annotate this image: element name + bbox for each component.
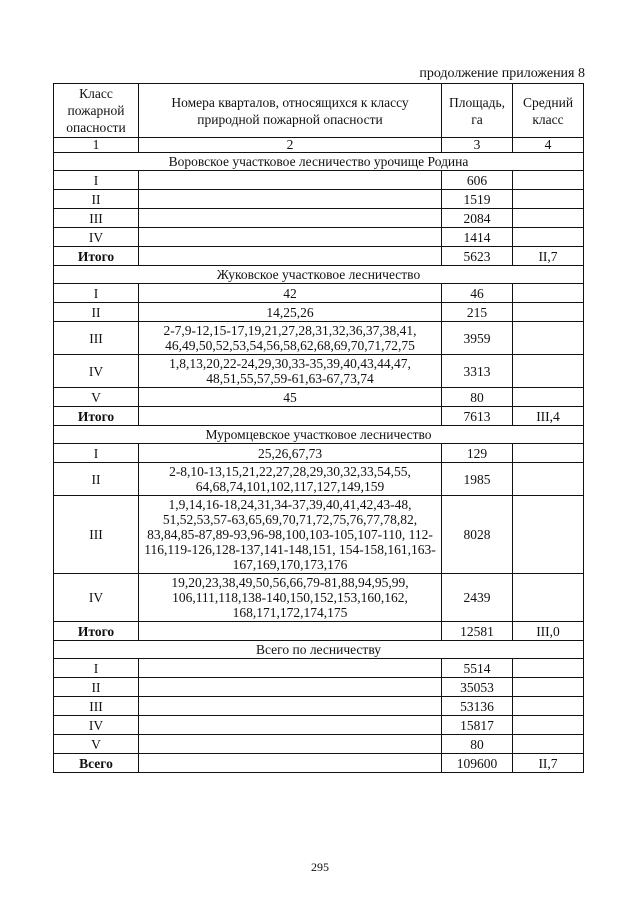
cell-area: 7613 [442, 407, 513, 426]
cell-area: 8028 [442, 496, 513, 574]
cell-average-class [513, 659, 584, 678]
page-number: 295 [311, 860, 329, 874]
cell-class: IV [54, 574, 139, 622]
cell-average-class [513, 574, 584, 622]
cell-quarters [139, 247, 442, 266]
table-row [54, 303, 584, 322]
cell-area: 35053 [442, 678, 513, 697]
table-row [54, 190, 584, 209]
cell-average-class [513, 444, 584, 463]
cell-class: III [54, 209, 139, 228]
cell-class: Итого [54, 407, 139, 426]
section-title: Муромцевское участковое лесничество [54, 426, 584, 444]
cell-class: I [54, 659, 139, 678]
section-title-row [54, 426, 584, 444]
table-body [54, 153, 584, 773]
table-row [54, 716, 584, 735]
cell-class: II [54, 303, 139, 322]
cell-average-class [513, 697, 584, 716]
total-row [54, 622, 584, 641]
section-title: Воровское участковое лесничество урочище Родина [54, 153, 584, 171]
table-row [54, 284, 584, 303]
cell-average-class [513, 190, 584, 209]
cell-quarters [139, 659, 442, 678]
header-class: Класс пожарной опасности [54, 84, 139, 138]
cell-quarters: 2-8,10-13,15,21,22,27,28,29,30,32,33,54,55, 64,68,74,101,102,117,127,149,159 [139, 463, 442, 496]
cell-average-class: III,0 [513, 622, 584, 641]
cell-area: 5623 [442, 247, 513, 266]
table-row [54, 659, 584, 678]
table-row [54, 171, 584, 190]
cell-class: IV [54, 228, 139, 247]
table-row [54, 574, 584, 622]
cell-area: 2084 [442, 209, 513, 228]
table-row [54, 209, 584, 228]
table-row [54, 678, 584, 697]
column-number: 2 [139, 138, 442, 153]
cell-area: 2439 [442, 574, 513, 622]
cell-average-class [513, 716, 584, 735]
appendix-continuation-note: продолжение приложения 8 [419, 66, 585, 81]
cell-area: 1985 [442, 463, 513, 496]
cell-class: V [54, 388, 139, 407]
table-row [54, 322, 584, 355]
cell-area: 80 [442, 735, 513, 754]
cell-average-class [513, 303, 584, 322]
cell-class: Итого [54, 247, 139, 266]
cell-class: I [54, 171, 139, 190]
cell-quarters: 14,25,26 [139, 303, 442, 322]
cell-average-class [513, 171, 584, 190]
total-row [54, 407, 584, 426]
table-row [54, 735, 584, 754]
cell-class: IV [54, 716, 139, 735]
table-row [54, 355, 584, 388]
cell-class: III [54, 697, 139, 716]
cell-quarters [139, 407, 442, 426]
cell-quarters [139, 678, 442, 697]
fire-danger-table [53, 83, 584, 773]
section-title-row [54, 641, 584, 659]
cell-class: Итого [54, 622, 139, 641]
cell-quarters: 42 [139, 284, 442, 303]
cell-class: II [54, 463, 139, 496]
cell-area: 80 [442, 388, 513, 407]
cell-average-class [513, 388, 584, 407]
fire-danger-table-container [53, 83, 583, 773]
cell-quarters [139, 716, 442, 735]
cell-area: 46 [442, 284, 513, 303]
cell-class: II [54, 678, 139, 697]
cell-area: 53136 [442, 697, 513, 716]
cell-quarters: 45 [139, 388, 442, 407]
cell-area: 5514 [442, 659, 513, 678]
cell-class: IV [54, 355, 139, 388]
cell-average-class [513, 496, 584, 574]
cell-class: Всего [54, 754, 139, 773]
column-number: 1 [54, 138, 139, 153]
section-title-row [54, 266, 584, 284]
table-row [54, 444, 584, 463]
cell-average-class: II,7 [513, 247, 584, 266]
cell-average-class [513, 322, 584, 355]
table-row [54, 463, 584, 496]
column-number-row [54, 138, 584, 153]
cell-area: 3313 [442, 355, 513, 388]
cell-average-class: III,4 [513, 407, 584, 426]
cell-area: 215 [442, 303, 513, 322]
column-number: 3 [442, 138, 513, 153]
cell-quarters [139, 190, 442, 209]
header-average-class: Средний класс [513, 84, 584, 138]
cell-average-class: II,7 [513, 754, 584, 773]
cell-area: 606 [442, 171, 513, 190]
cell-class: III [54, 322, 139, 355]
cell-quarters [139, 171, 442, 190]
cell-class: I [54, 284, 139, 303]
total-row [54, 754, 584, 773]
cell-area: 3959 [442, 322, 513, 355]
cell-class: II [54, 190, 139, 209]
cell-quarters [139, 622, 442, 641]
cell-class: I [54, 444, 139, 463]
cell-quarters [139, 754, 442, 773]
cell-area: 109600 [442, 754, 513, 773]
cell-area: 1414 [442, 228, 513, 247]
total-row [54, 247, 584, 266]
cell-average-class [513, 228, 584, 247]
cell-quarters [139, 735, 442, 754]
cell-quarters [139, 697, 442, 716]
header-area: Площадь, га [442, 84, 513, 138]
cell-average-class [513, 355, 584, 388]
cell-quarters: 1,9,14,16-18,24,31,34-37,39,40,41,42,43-48, 51,52,53,57-63,65,69,70,71,72,75,76,77,78,82, 83,84,85-87,89-93,96-98,100,103-105,107-110, 112-116,119-126,128-137,141-148,151, 154-158,161,163-167,169,170,173,176 [139, 496, 442, 574]
cell-area: 12581 [442, 622, 513, 641]
cell-average-class [513, 209, 584, 228]
section-title: Всего по лесничеству [54, 641, 584, 659]
table-row [54, 496, 584, 574]
cell-average-class [513, 463, 584, 496]
table-row [54, 388, 584, 407]
table-row [54, 228, 584, 247]
cell-quarters: 1,8,13,20,22-24,29,30,33-35,39,40,43,44,47, 48,51,55,57,59-61,63-67,73,74 [139, 355, 442, 388]
section-title: Жуковское участковое лесничество [54, 266, 584, 284]
cell-average-class [513, 678, 584, 697]
table-row [54, 697, 584, 716]
section-title-row [54, 153, 584, 171]
table-header-row [54, 84, 584, 138]
cell-average-class [513, 284, 584, 303]
cell-average-class [513, 735, 584, 754]
cell-area: 15817 [442, 716, 513, 735]
cell-quarters: 19,20,23,38,49,50,56,66,79-81,88,94,95,99, 106,111,118,138-140,150,152,153,160,162, 168,171,172,174,175 [139, 574, 442, 622]
cell-area: 129 [442, 444, 513, 463]
column-number: 4 [513, 138, 584, 153]
cell-class: III [54, 496, 139, 574]
cell-quarters [139, 228, 442, 247]
cell-class: V [54, 735, 139, 754]
cell-area: 1519 [442, 190, 513, 209]
cell-quarters: 25,26,67,73 [139, 444, 442, 463]
header-quarters: Номера кварталов, относящихся к классу природной пожарной опасности [139, 84, 442, 138]
cell-quarters: 2-7,9-12,15-17,19,21,27,28,31,32,36,37,38,41, 46,49,50,52,53,54,56,58,62,68,69,70,71,72,75 [139, 322, 442, 355]
cell-quarters [139, 209, 442, 228]
